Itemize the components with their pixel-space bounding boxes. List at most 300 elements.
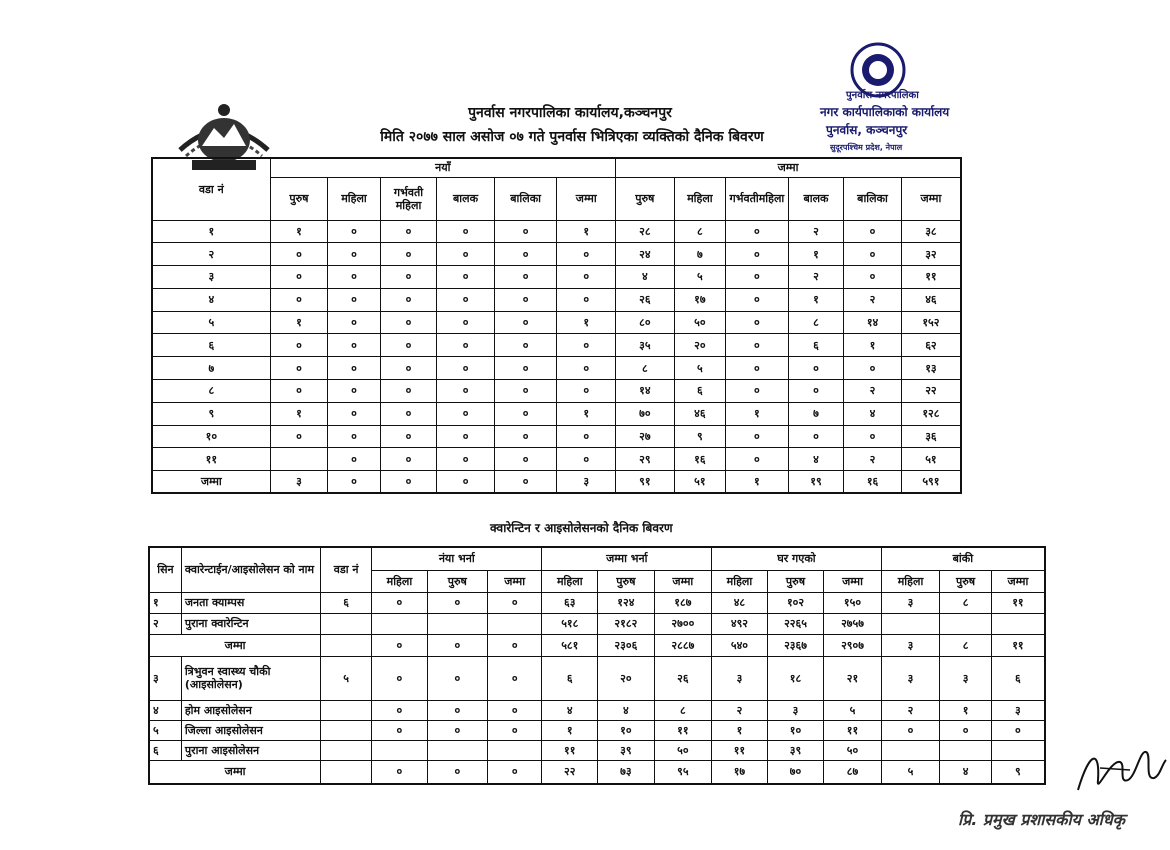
table-cell: ११	[542, 740, 598, 760]
table-cell: ०	[494, 266, 557, 289]
table-cell: ०	[437, 266, 495, 289]
sub-col-header: महिला	[372, 570, 428, 592]
table-cell: ०	[270, 243, 328, 266]
total-cell: २३०६	[598, 634, 655, 656]
new-col-header: बालिका	[494, 177, 557, 220]
ward-row	[152, 334, 961, 357]
sub-col-header: महिला	[881, 570, 940, 592]
ward-number: २	[152, 243, 270, 266]
total-cell: १	[726, 471, 789, 493]
table-cell	[487, 740, 542, 760]
ward-row	[152, 288, 961, 311]
table-cell: ०	[557, 425, 616, 448]
table-cell: ३२	[901, 243, 961, 266]
handwritten-signature	[1070, 740, 1170, 800]
table-cell: ०	[494, 334, 557, 357]
ward-number: ७	[152, 357, 270, 380]
table-cell	[991, 740, 1045, 760]
table-cell: १	[270, 311, 328, 334]
table-cell: ११	[901, 266, 961, 289]
table-cell	[372, 740, 428, 760]
table-cell: ३८	[901, 220, 961, 243]
table-cell: १५०	[824, 592, 881, 613]
table-cell: ८०	[616, 311, 675, 334]
total-col-header: बालक	[788, 177, 844, 220]
table-cell: ०	[328, 425, 381, 448]
table-cell: २०	[674, 334, 726, 357]
ward-row	[152, 311, 961, 334]
table-cell: ०	[881, 720, 940, 740]
total-cell: ५९१	[901, 471, 961, 493]
serial-number: २	[149, 613, 181, 634]
ward-number: ११	[152, 448, 270, 471]
table-cell: २	[788, 266, 844, 289]
ward-number: ६	[321, 592, 372, 613]
quarantine-table-title: क्वारेन्टिन र आइसोलेसनको दैनिक बिवरण	[490, 521, 673, 535]
table-cell: ०	[726, 448, 789, 471]
table-cell: २७००	[654, 613, 711, 634]
facility-name: होम आइसोलेसन	[181, 700, 320, 720]
ward-row	[152, 425, 961, 448]
table-cell: ५१	[901, 448, 961, 471]
table-cell: २६	[616, 288, 675, 311]
table-cell: ५०	[674, 311, 726, 334]
table-cell: ४९२	[712, 613, 768, 634]
table-cell: ०	[270, 334, 328, 357]
group-new-header: नयाँ	[270, 158, 615, 177]
total-cell: ३	[881, 634, 940, 656]
table-cell: १२८	[901, 402, 961, 425]
table-cell: १	[542, 720, 598, 740]
total-cell: ९१	[616, 471, 675, 493]
new-col-header: गर्भवती महिला	[380, 177, 437, 220]
total-cell: ०	[494, 471, 557, 493]
table-cell: ०	[940, 720, 992, 740]
ward-row	[152, 448, 961, 471]
total-cell: ०	[487, 760, 542, 784]
table-cell	[427, 740, 487, 760]
table-cell: ०	[788, 380, 844, 403]
table-cell: ३	[881, 592, 940, 613]
table-cell: ०	[328, 380, 381, 403]
table-cell: ०	[380, 288, 437, 311]
total-col-header: महिला	[674, 177, 726, 220]
table-cell: ०	[437, 448, 495, 471]
table-cell: ०	[270, 266, 328, 289]
table-cell: ०	[494, 380, 557, 403]
table-cell: ०	[380, 220, 437, 243]
table-cell: ०	[437, 334, 495, 357]
total-col-header: गर्भवतीमहिला	[726, 177, 789, 220]
sub-col-header: जम्मा	[824, 570, 881, 592]
ward-row	[152, 243, 961, 266]
table-cell: ०	[328, 288, 381, 311]
table-cell: १	[557, 402, 616, 425]
table-cell: १	[557, 311, 616, 334]
sub-col-header: जम्मा	[487, 570, 542, 592]
table-cell: ०	[494, 357, 557, 380]
table-cell: ०	[726, 266, 789, 289]
ward-row	[152, 357, 961, 380]
table-cell: १	[270, 402, 328, 425]
table-cell: ०	[844, 357, 902, 380]
total-cell: ३	[270, 471, 328, 493]
table-cell	[881, 613, 940, 634]
table-cell: २८	[616, 220, 675, 243]
ward-number: १	[152, 220, 270, 243]
table-cell	[427, 613, 487, 634]
table-cell: ३	[767, 700, 824, 720]
table-cell: २	[844, 288, 902, 311]
table-cell: ०	[372, 592, 428, 613]
total-cell: ०	[372, 760, 428, 784]
new-col-header: बालक	[437, 177, 495, 220]
table-cell: १५२	[901, 311, 961, 334]
table-cell: ०	[270, 380, 328, 403]
table-cell: २६	[654, 656, 711, 700]
table-cell: ६३	[542, 592, 598, 613]
table-cell: ४८	[712, 592, 768, 613]
total-cell: ७३	[598, 760, 655, 784]
seal-line-1: पुनर्वास नगरपालिका	[846, 90, 919, 101]
table-cell: ६	[788, 334, 844, 357]
table-cell: ०	[557, 334, 616, 357]
sub-col-header: पुरुष	[427, 570, 487, 592]
table-cell: ०	[380, 311, 437, 334]
total-cell: ११	[991, 634, 1045, 656]
serial-number: ४	[149, 700, 181, 720]
table-cell: ११	[824, 720, 881, 740]
table-cell: २२६५	[767, 613, 824, 634]
table-cell: ७	[674, 243, 726, 266]
ward-number: ६	[152, 334, 270, 357]
facility-row	[149, 740, 1045, 760]
table-cell: ०	[437, 425, 495, 448]
table-cell: ३	[881, 656, 940, 700]
table-cell: २०	[598, 656, 655, 700]
table-cell: ०	[328, 357, 381, 380]
table-cell	[487, 613, 542, 634]
table-cell: ०	[437, 311, 495, 334]
ward-row	[152, 266, 961, 289]
total-cell: ३	[557, 471, 616, 493]
ward-number: ५	[321, 656, 372, 700]
table-cell: २	[881, 700, 940, 720]
table-cell: २१	[824, 656, 881, 700]
sub-col-header: जम्मा	[991, 570, 1045, 592]
total-cell: १७	[712, 760, 768, 784]
ward-total-row	[152, 471, 961, 493]
total-cell: ०	[328, 471, 381, 493]
seal-line-3: पुनर्वास, कञ्चनपुर	[826, 123, 908, 137]
table-cell: १४	[616, 380, 675, 403]
table-cell: ०	[380, 380, 437, 403]
table-cell: ०	[380, 334, 437, 357]
table-cell: २४	[616, 243, 675, 266]
table-cell: ०	[437, 288, 495, 311]
table-cell: ०	[788, 357, 844, 380]
table-cell: ८	[788, 311, 844, 334]
table-cell: ०	[726, 311, 789, 334]
total-cell: ५८१	[542, 634, 598, 656]
table-cell: १८७	[654, 592, 711, 613]
table-cell: ४	[542, 700, 598, 720]
table-cell: ०	[726, 334, 789, 357]
office-title: पुनर्वास नगरपालिका कार्यालय,कञ्चनपुर	[468, 105, 672, 121]
table-cell: ४	[598, 700, 655, 720]
total-cell: ०	[427, 634, 487, 656]
total-col-header: जम्मा	[901, 177, 961, 220]
table-cell: ०	[557, 243, 616, 266]
table-cell: ८	[616, 357, 675, 380]
quarantine-table	[148, 546, 1046, 785]
sub-col-header: पुरुष	[767, 570, 824, 592]
table-cell: ०	[487, 656, 542, 700]
ward-number	[321, 740, 372, 760]
total-cell: ०	[427, 760, 487, 784]
table-cell: २९	[616, 448, 675, 471]
table-cell: ३	[712, 656, 768, 700]
table-cell: ०	[494, 288, 557, 311]
table-cell: ६	[542, 656, 598, 700]
table-cell: ४	[616, 266, 675, 289]
table-cell: १	[788, 288, 844, 311]
table-cell: ०	[487, 592, 542, 613]
table-cell: २	[844, 380, 902, 403]
table-cell: ०	[557, 266, 616, 289]
table-cell: १	[712, 720, 768, 740]
table-cell: २७	[616, 425, 675, 448]
table-cell: ५	[674, 266, 726, 289]
total-cell: ७०	[767, 760, 824, 784]
facility-row	[149, 592, 1045, 613]
ward-row	[152, 402, 961, 425]
table-cell: ५०	[824, 740, 881, 760]
group-total-header: जम्मा	[616, 158, 961, 177]
ward-number: ८	[152, 380, 270, 403]
table-cell: ३६	[901, 425, 961, 448]
table-cell	[881, 740, 940, 760]
facility-name: त्रिभुवन स्वास्थ्य चौकी (आइसोलेसन)	[181, 656, 320, 700]
total-cell: ५१	[674, 471, 726, 493]
table-cell: १४	[844, 311, 902, 334]
table-cell	[991, 613, 1045, 634]
serial-number: ३	[149, 656, 181, 700]
table-cell: ०	[726, 357, 789, 380]
total-cell: २९०७	[824, 634, 881, 656]
table-cell: २७५७	[824, 613, 881, 634]
table-cell: ०	[270, 288, 328, 311]
table-cell: ०	[437, 380, 495, 403]
sub-col-header: पुरुष	[940, 570, 992, 592]
table-cell: ०	[991, 720, 1045, 740]
table-cell: ८	[674, 220, 726, 243]
table-cell: १	[557, 220, 616, 243]
table-cell: ०	[726, 425, 789, 448]
table-cell: ११	[654, 720, 711, 740]
ward-number	[321, 720, 372, 740]
facility-name: जिल्ला आइसोलेसन	[181, 720, 320, 740]
table-cell: १०२	[767, 592, 824, 613]
facility-name: जनता क्याम्पस	[181, 592, 320, 613]
table-cell: ६	[991, 656, 1045, 700]
subtotal-row	[149, 634, 1045, 656]
table-cell: ०	[844, 243, 902, 266]
group-went-home: घर गएको	[712, 547, 882, 570]
table-cell: ०	[726, 380, 789, 403]
table-cell: २	[844, 448, 902, 471]
group-new-admission: नंया भर्ना	[372, 547, 542, 570]
ward-header: वडा नं	[152, 158, 270, 220]
ward-number	[321, 700, 372, 720]
table-cell	[372, 613, 428, 634]
table-cell	[940, 740, 992, 760]
report-subtitle: मिति २०७७ साल असोज ०७ गते पुनर्वास भित्रिएका व्यक्तिको दैनिक बिवरण	[380, 129, 764, 145]
total-cell: ८७	[824, 760, 881, 784]
table-cell: ११	[991, 592, 1045, 613]
ward-number: १०	[152, 425, 270, 448]
table-cell: ०	[844, 425, 902, 448]
table-cell: ०	[328, 266, 381, 289]
table-cell: ०	[380, 266, 437, 289]
table-cell: ०	[427, 592, 487, 613]
grand-total-row	[149, 760, 1045, 784]
table-cell: ०	[494, 311, 557, 334]
table-cell: ४६	[901, 288, 961, 311]
total-cell: ८	[940, 634, 992, 656]
sub-col-header: महिला	[712, 570, 768, 592]
group-remaining: बांकी	[881, 547, 1045, 570]
table-cell: १	[940, 700, 992, 720]
total-cell: ०	[487, 634, 542, 656]
ward-number: ४	[152, 288, 270, 311]
ward-number: ३	[152, 266, 270, 289]
table-cell: १	[270, 220, 328, 243]
ward-number: ९	[152, 402, 270, 425]
table-cell: ०	[494, 448, 557, 471]
table-cell: ०	[844, 266, 902, 289]
table-cell: ८	[940, 592, 992, 613]
table-cell: ०	[557, 380, 616, 403]
serial-number: १	[149, 592, 181, 613]
table-cell: ०	[328, 220, 381, 243]
table-cell: ०	[328, 334, 381, 357]
table-cell: ४	[788, 448, 844, 471]
table-cell	[270, 448, 328, 471]
sub-col-header: पुरुष	[598, 570, 655, 592]
seal-line-4: सुदूरपश्चिम प्रदेश, नेपाल	[830, 143, 903, 152]
name-header: क्वारेन्टाईन/आइसोलेसन को नाम	[181, 547, 320, 592]
table-cell: ०	[372, 720, 428, 740]
table-cell: ०	[427, 656, 487, 700]
total-cell: ९	[991, 760, 1045, 784]
total-cell: २२	[542, 760, 598, 784]
table-cell: १८	[767, 656, 824, 700]
empty-cell	[321, 634, 372, 656]
total-cell: १६	[844, 471, 902, 493]
table-cell: २	[788, 220, 844, 243]
table-cell: १६	[674, 448, 726, 471]
table-cell: ०	[270, 425, 328, 448]
table-cell: ३९	[598, 740, 655, 760]
table-cell: ८	[654, 700, 711, 720]
office-seal-stamp	[806, 38, 956, 158]
ward-row	[152, 380, 961, 403]
facility-row	[149, 613, 1045, 634]
facility-row	[149, 700, 1045, 720]
table-cell: ०	[487, 720, 542, 740]
signature-caption: प्रि. प्रमुख प्रशासकीय अधिकृ	[958, 810, 1125, 829]
table-cell: ०	[494, 220, 557, 243]
table-cell: ०	[726, 288, 789, 311]
table-cell: ४	[844, 402, 902, 425]
total-cell: २३६७	[767, 634, 824, 656]
ward-daily-table	[151, 157, 962, 494]
serial-number: ६	[149, 740, 181, 760]
table-cell: ३	[940, 656, 992, 700]
group-total-admission: जम्मा भर्ना	[542, 547, 712, 570]
ward-number	[321, 613, 372, 634]
table-cell: ०	[380, 243, 437, 266]
table-cell: ०	[380, 448, 437, 471]
seal-line-2: नगर कार्यपालिकाको कार्यालय	[820, 105, 950, 119]
table-cell: ०	[487, 700, 542, 720]
table-cell: ०	[494, 243, 557, 266]
table-cell: १०	[598, 720, 655, 740]
table-cell: ५	[674, 357, 726, 380]
ward-row	[152, 220, 961, 243]
total-cell: ०	[380, 471, 437, 493]
facility-name: पुराना आइसोलेसन	[181, 740, 320, 760]
table-cell: १३	[901, 357, 961, 380]
new-col-header: महिला	[328, 177, 381, 220]
facility-row	[149, 656, 1045, 700]
table-cell: ११	[712, 740, 768, 760]
table-cell: ०	[557, 357, 616, 380]
new-col-header: जम्मा	[557, 177, 616, 220]
table-cell: ०	[328, 402, 381, 425]
table-cell: ०	[380, 425, 437, 448]
table-cell: ९	[674, 425, 726, 448]
total-cell: ०	[437, 471, 495, 493]
total-col-header: पुरुष	[616, 177, 675, 220]
table-cell: ०	[328, 243, 381, 266]
total-label: जम्मा	[152, 471, 270, 493]
table-cell: ०	[328, 311, 381, 334]
table-cell: ७०	[616, 402, 675, 425]
table-cell: ०	[372, 700, 428, 720]
total-cell: १९	[788, 471, 844, 493]
table-cell: ०	[437, 402, 495, 425]
total-cell: ५४०	[712, 634, 768, 656]
empty-cell	[321, 760, 372, 784]
table-cell: १२४	[598, 592, 655, 613]
table-cell: ०	[270, 357, 328, 380]
table-cell: ०	[427, 720, 487, 740]
table-cell: ३	[991, 700, 1045, 720]
table-cell: १०	[767, 720, 824, 740]
serial-number: ५	[149, 720, 181, 740]
total-cell: २८८७	[654, 634, 711, 656]
table-cell: ०	[557, 448, 616, 471]
total-cell: ४	[940, 760, 992, 784]
new-col-header: पुरुष	[270, 177, 328, 220]
ward-header-2: वडा नं	[321, 547, 372, 592]
table-cell: ७	[788, 402, 844, 425]
table-cell: ५१८	[542, 613, 598, 634]
table-cell: ३५	[616, 334, 675, 357]
total-cell: ०	[372, 634, 428, 656]
